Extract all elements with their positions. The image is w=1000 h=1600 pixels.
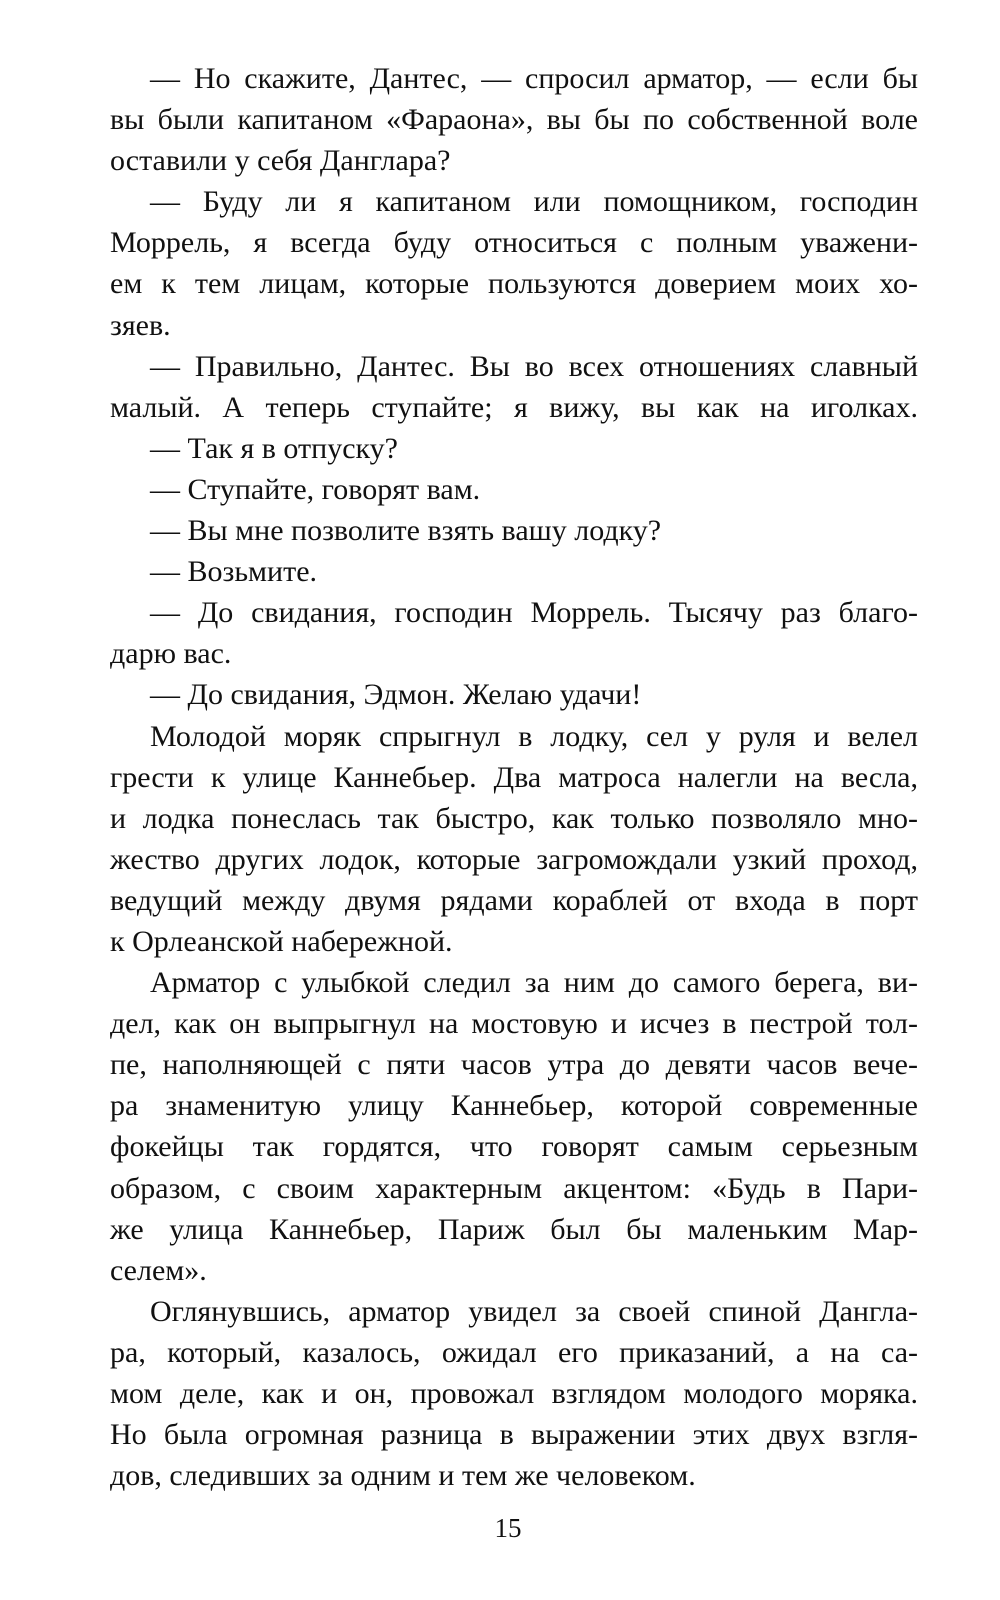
text-line: фокейцы так гордятся, что говорят самым серьезным	[110, 1130, 918, 1164]
text-line: ем к тем лицам, которые пользуются доверием моих хо-	[110, 267, 918, 301]
text-line: пе, наполняющей с пяти часов утра до девяти часов вече-	[110, 1048, 918, 1082]
text-line: — Так я в отпуску?	[150, 431, 398, 465]
text-line: к Орлеанской набережной.	[110, 924, 453, 958]
text-line: оставили у себя Данглара?	[110, 144, 451, 178]
text-line: грести к улице Каннебьер. Два матроса налегли на весла,	[110, 760, 918, 794]
text-line: — Но скажите, Дантес, — спросил арматор, — если бы	[150, 62, 918, 95]
text-line: ра, который, казалось, ожидал его приказаний, а на са-	[110, 1335, 918, 1369]
text-line: Оглянувшись, арматор увидел за своей спиной Дангла-	[150, 1294, 918, 1328]
text-line: Моррель, я всегда буду относиться с полным уважени-	[110, 226, 918, 260]
text-line: Молодой моряк спрыгнул в лодку, сел у руля и велел	[150, 719, 918, 753]
text-line: и лодка понеслась так быстро, как только позволяло мно-	[110, 801, 918, 835]
text-line: вы были капитаном «Фараона», вы бы по собственной воле	[110, 103, 918, 137]
text-line: Но была огромная разница в выражении этих двух взгля-	[110, 1418, 918, 1452]
body-text	[110, 58, 918, 1496]
text-line: — Ступайте, говорят вам.	[150, 472, 481, 506]
text-line: зяев.	[110, 308, 171, 342]
text-line: же улица Каннебьер, Париж был бы маленьким Мар-	[110, 1212, 918, 1246]
text-line: селем».	[110, 1253, 207, 1287]
text-line: — До свидания, господин Моррель. Тысячу раз благо-	[150, 596, 918, 630]
text-line: — Вы мне позволите взять вашу лодку?	[150, 514, 662, 548]
text-line: дов, следивших за одним и тем же человеком.	[110, 1459, 696, 1493]
text-line: образом, с своим характерным акцентом: «Будь в Пари-	[110, 1171, 918, 1205]
text-line: — До свидания, Эдмон. Желаю удачи!	[150, 678, 642, 712]
text-line: — Правильно, Дантес. Вы во всех отношениях славный	[150, 349, 918, 383]
text-line: мом деле, как и он, провожал взглядом молодого моряка.	[110, 1377, 918, 1410]
text-line: ведущий между двумя рядами кораблей от входа в порт	[110, 883, 918, 917]
text-line: ра знаменитую улицу Каннебьер, которой современные	[110, 1089, 918, 1123]
text-line: Арматор с улыбкой следил за ним до самого берега, ви-	[150, 966, 918, 1000]
text-line: дел, как он выпрыгнул на мостовую и исчез в пестрой тол-	[110, 1007, 918, 1041]
text-line: жество других лодок, которые загромождали узкий проход,	[110, 842, 918, 876]
text-line: — Возьмите.	[150, 555, 318, 589]
text-line: — Буду ли я капитаном или помощником, господин	[150, 185, 918, 219]
text-line: малый. А теперь ступайте; я вижу, вы как на иголках.	[110, 390, 918, 424]
text-line: дарю вас.	[110, 637, 232, 671]
page-number: 15	[494, 1513, 522, 1543]
